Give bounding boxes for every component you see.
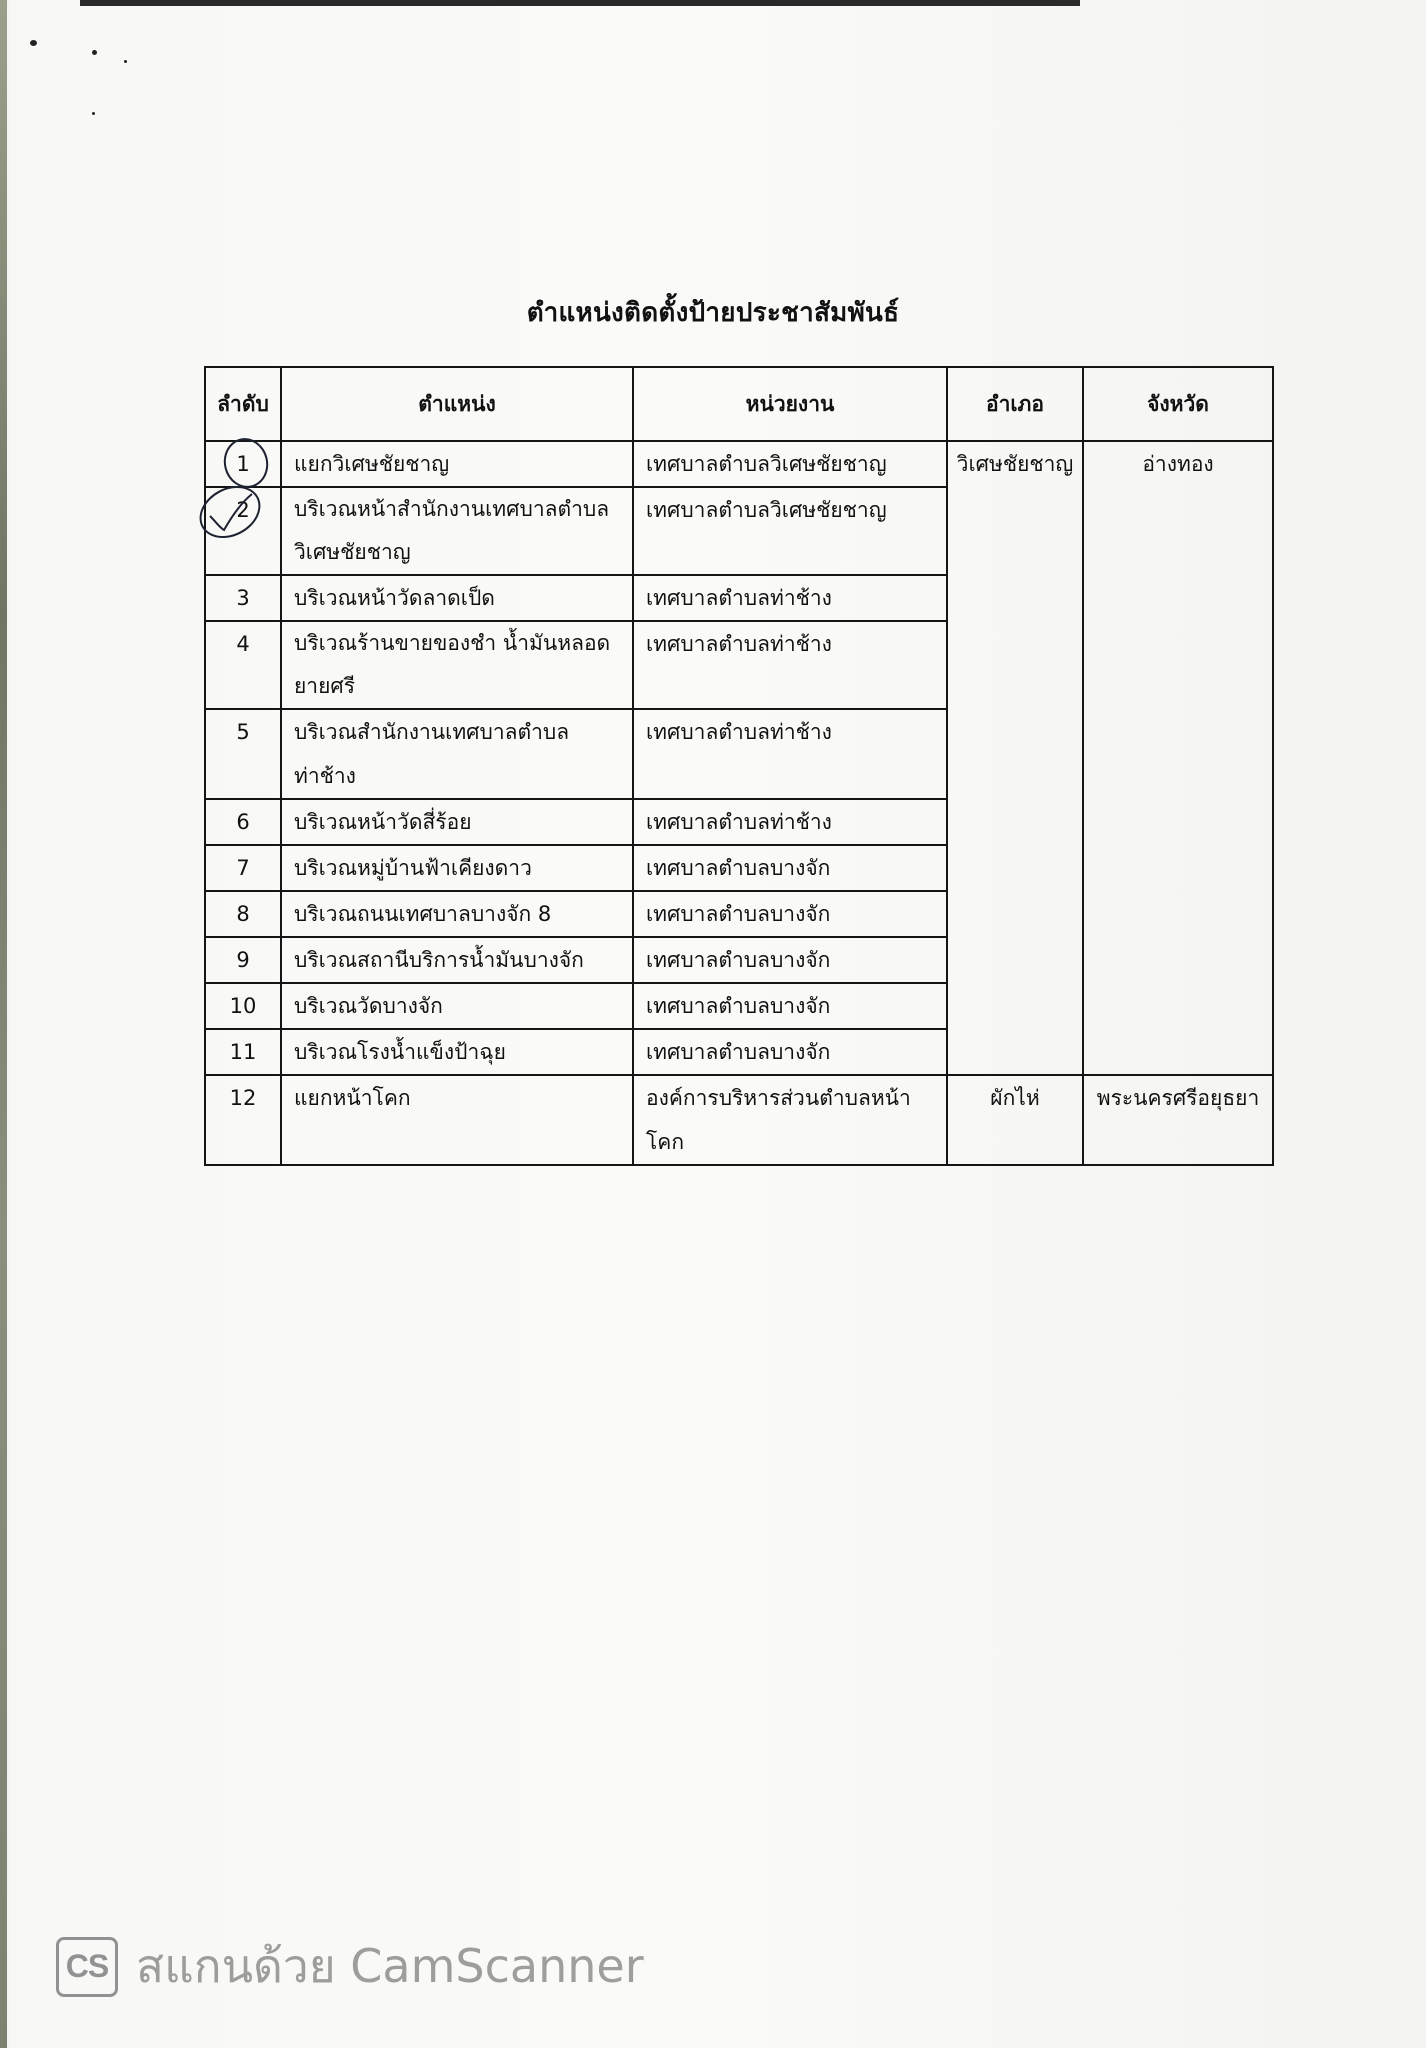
position-line: บริเวณหมู่บ้านฟ้าเคียงดาว	[294, 856, 532, 880]
agency-cell: เทศบาลตำบลท่าช้าง	[633, 621, 947, 709]
agency-cell: เทศบาลตำบลท่าช้าง	[633, 709, 947, 799]
agency-cell: เทศบาลตำบลบางจัก	[633, 983, 947, 1029]
position-cell	[281, 709, 633, 799]
agency-cell: เทศบาลตำบลบางจัก	[633, 891, 947, 937]
row-number: 12	[205, 1075, 281, 1165]
agency-cell: เทศบาลตำบลบางจัก	[633, 1029, 947, 1075]
table-header-row	[205, 367, 1273, 441]
agency-cell: องค์การบริหารส่วนตำบลหน้าโคก	[633, 1075, 947, 1165]
position-line: วิเศษชัยชาญ	[294, 540, 411, 564]
position-cell	[281, 621, 633, 709]
agency-cell: เทศบาลตำบลวิเศษชัยชาญ	[633, 441, 947, 487]
row-number: 4	[205, 621, 281, 709]
handwritten-circle	[190, 476, 269, 548]
row-number: 11	[205, 1029, 281, 1075]
agency-cell: เทศบาลตำบลท่าช้าง	[633, 575, 947, 621]
speck	[124, 60, 127, 63]
position-line: แยกวิเศษชัยชาญ	[294, 452, 450, 476]
position-line: บริเวณหน้าสำนักงานเทศบาลตำบล	[294, 497, 610, 521]
district-cell: ผักไห่	[947, 1075, 1083, 1165]
position-line: บริเวณหน้าวัดสี่ร้อย	[294, 810, 472, 834]
district-cell: วิเศษชัยชาญ	[947, 441, 1083, 1075]
camscanner-watermark	[56, 1930, 644, 2003]
position-line: แยกหน้าโคก	[294, 1086, 411, 1110]
scan-top-edge	[80, 0, 1080, 6]
row-number-text: 1	[236, 452, 250, 476]
position-line: บริเวณโรงน้ำแข็งป้าฉุย	[294, 1040, 506, 1064]
table-row	[205, 1075, 1273, 1165]
row-number: 6	[205, 799, 281, 845]
header-position: ตำแหน่ง	[281, 367, 633, 441]
camscanner-logo-icon: CS	[56, 1937, 118, 1997]
position-cell	[281, 1075, 633, 1165]
installation-table	[204, 366, 1274, 1166]
province-cell: พระนครศรีอยุธยา	[1083, 1075, 1273, 1165]
header-district: อำเภอ	[947, 367, 1083, 441]
document-title: ตำแหน่งติดตั้งป้ายประชาสัมพันธ์	[526, 298, 900, 328]
header-no: ลำดับ	[205, 367, 281, 441]
agency-cell: เทศบาลตำบลวิเศษชัยชาญ	[633, 487, 947, 575]
position-cell	[281, 487, 633, 575]
row-number: 7	[205, 845, 281, 891]
agency-cell: เทศบาลตำบลบางจัก	[633, 845, 947, 891]
table-row	[205, 441, 1273, 487]
camscanner-text: สแกนด้วย CamScanner	[136, 1939, 644, 1993]
row-number: 8	[205, 891, 281, 937]
header-agency: หน่วยงาน	[633, 367, 947, 441]
row-number	[205, 487, 281, 575]
row-number	[205, 441, 281, 487]
speck	[92, 112, 95, 115]
position-cell	[281, 575, 633, 621]
position-cell	[281, 845, 633, 891]
position-cell	[281, 441, 633, 487]
speck	[92, 50, 97, 55]
row-number: 10	[205, 983, 281, 1029]
position-cell	[281, 891, 633, 937]
position-line: บริเวณถนนเทศบาลบางจัก 8	[294, 902, 552, 926]
position-line: บริเวณวัดบางจัก	[294, 994, 443, 1018]
position-line: บริเวณสำนักงานเทศบาลตำบลท่าช้าง	[294, 720, 570, 788]
agency-cell: เทศบาลตำบลท่าช้าง	[633, 799, 947, 845]
position-line: บริเวณร้านขายของชำ น้ำมันหลอด	[294, 631, 611, 655]
row-number: 3	[205, 575, 281, 621]
header-province: จังหวัด	[1083, 367, 1273, 441]
position-cell	[281, 1029, 633, 1075]
row-number: 9	[205, 937, 281, 983]
position-line: ยายศรี	[294, 674, 356, 698]
position-line: บริเวณสถานีบริการน้ำมันบางจัก	[294, 948, 584, 972]
position-cell	[281, 937, 633, 983]
row-number-text: 2	[236, 498, 250, 522]
province-cell: อ่างทอง	[1083, 441, 1273, 1075]
row-number: 5	[205, 709, 281, 799]
position-cell	[281, 983, 633, 1029]
position-line: บริเวณหน้าวัดลาดเป็ด	[294, 586, 495, 610]
position-cell	[281, 799, 633, 845]
agency-cell: เทศบาลตำบลบางจัก	[633, 937, 947, 983]
speck	[30, 40, 37, 46]
